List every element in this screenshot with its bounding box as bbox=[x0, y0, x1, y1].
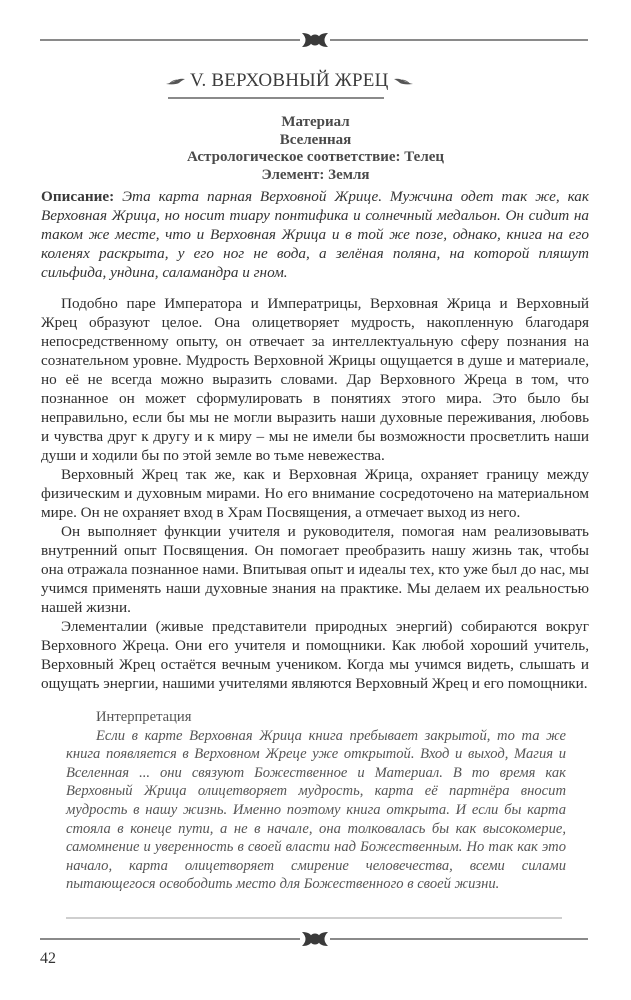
leaf-ornament-right-icon bbox=[392, 76, 414, 86]
leaf-ornament-left-icon bbox=[165, 76, 187, 86]
interpretation-box bbox=[66, 708, 566, 894]
page-number: 42 bbox=[40, 950, 56, 967]
card-meta bbox=[0, 114, 631, 184]
body-paragraph: Подобно паре Императора и Императрицы, Верховная Жрица и Верховный Жрец образуют целое. Она олицетворяет мудрость, накопленную благодаря непосредственному опыту, он отвечает за интеллектуальную сферу познания на сознательном уровне. Мудрость Верховной Жрицы ощущается в душе и материале, но её не всегда можно выразить словами. Дар Верховного Жреца в том, что познанное он может сформулировать в понятиях этого мира. Это было бы неправильно, если бы мы не могли выразить наши духовные переживания, любовь и чувства друг к другу и к миру – мы не имели бы возможности просветлить наши души и ходили бы по этой земле во тьме невежества. bbox=[41, 295, 589, 464]
triple-moon-icon bbox=[300, 931, 330, 947]
interpretation-text: Если в карте Верховная Жрица книга пребывает закрытой, то та же книга появляется в Верховном Жреце уже открытой. Вход и выход, Магия и Вселенная ... они связуют Божественное и Материал. В то время как Верховный Жрица олицетворяет мудрость, карта её партнёра вносит мудрость в нашу жизнь. Именно поэтому книга открыта. И если бы карта стояла в конеце пути, а не в начале, она толковалась бы как высокомерие, самомнение и уверенность в своей власти над Божественным. Но так как это начало, карта олицетворяет смирение человечества, всеми силами пытающегося освободить место для Божественного в своей жизни. bbox=[66, 727, 566, 893]
interpretation-rule bbox=[66, 917, 562, 919]
chapter-title: V. ВЕРХОВНЫЙ ЖРЕЦ bbox=[190, 70, 389, 91]
description-label: Описание: bbox=[41, 188, 115, 205]
meta-astrology: Астрологическое соответствие: Телец bbox=[186, 149, 445, 165]
title-underline bbox=[168, 97, 384, 99]
chapter-heading bbox=[165, 70, 389, 92]
body-paragraph: Он выполняет функции учителя и руководителя, помогая нам реализовывать внутренний опыт Посвящения. Он помогает преобразить нашу жизнь так, чтобы она отражала познанное нами. Впитывая опыт и идеалы тех, кто уже был до нас, мы учимся применять наши духовные знания на практике. Мы делаем их реальностью нашей жизни. bbox=[41, 523, 589, 616]
meta-category: Материал bbox=[281, 114, 350, 130]
chapter-title-row bbox=[165, 70, 414, 92]
meta-planet: Вселенная bbox=[279, 131, 352, 148]
card-description bbox=[41, 187, 589, 282]
interpretation-heading: Интерпретация bbox=[96, 709, 192, 725]
meta-element: Элемент: Земля bbox=[261, 166, 370, 183]
triple-moon-icon bbox=[300, 32, 330, 48]
body-paragraph: Элементалии (живые представители природных энергий) собираются вокруг Верховного Жреца. Они его учителя и помощники. Как любой хороший учитель, Верховный Жрец остаётся вечным учеником. Когда мы учимся видеть, слышать и ощущать энергии, нашими учителями являются Верховный Жрец и его помощники. bbox=[41, 618, 589, 692]
main-body bbox=[41, 294, 589, 693]
body-paragraph: Верховный Жрец так же, как и Верховная Жрица, охраняет границу между физическим и духовным мирами. Но его внимание сосредоточено на материальном мире. Он не охраняет вход в Храм Посвящения, а отмечает выход из него. bbox=[41, 466, 589, 521]
description-text: Эта карта парная Верховной Жрице. Мужчина одет так же, как Верховная Жрица, но носит тиару понтифика и солнечный медальон. Он сидит на таком же месте, что и Верховная Жрица и в той же позе, однако, книга на его коленях раскрыта, у его ног не вода, а зелёная поляна, на которой пляшут сильфида, ундина, саламандра и гном. bbox=[41, 188, 590, 281]
